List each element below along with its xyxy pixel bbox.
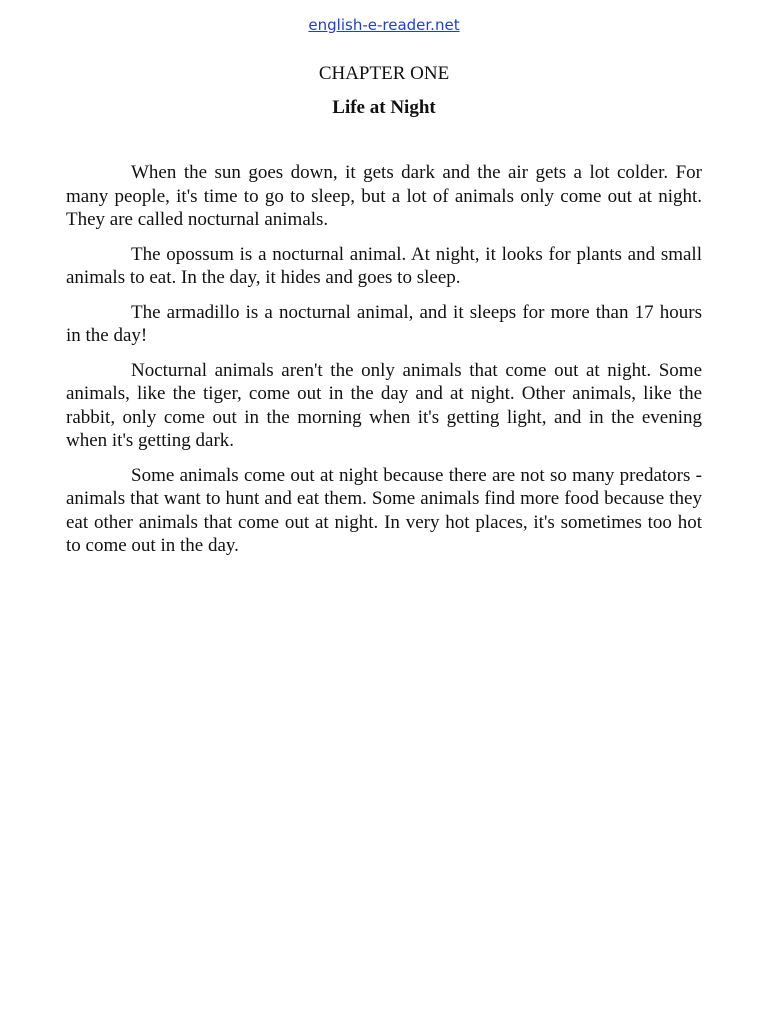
paragraph: Some animals come out at night because there are not so many predators - animals that want to hunt and eat them. Some animals find more food because they eat other animals that come out at night. In very hot places, it's sometimes too hot to come out in the day.	[66, 464, 702, 556]
paragraph: The armadillo is a nocturnal animal, and it sleeps for more than 17 hours in the day!	[66, 301, 702, 346]
paragraph: Nocturnal animals aren't the only animals that come out at night. Some animals, like the tiger, come out in the day and at night. Other animals, like the rabbit, only come out in the morning when it's getting light, and in the evening when it's getting dark.	[66, 359, 702, 451]
chapter-body	[66, 161, 702, 569]
chapter-title: Life at Night	[332, 97, 436, 118]
paragraph: The opossum is a nocturnal animal. At night, it looks for plants and small animals to eat. In the day, it hides and goes to sleep.	[66, 243, 702, 288]
paragraph: When the sun goes down, it gets dark and the air gets a lot colder. For many people, it's time to go to sleep, but a lot of animals only come out at night. They are called nocturnal animals.	[66, 162, 702, 230]
chapter-heading: CHAPTER ONE	[318, 63, 450, 84]
site-link[interactable]: english-e-reader.net	[308, 16, 460, 34]
